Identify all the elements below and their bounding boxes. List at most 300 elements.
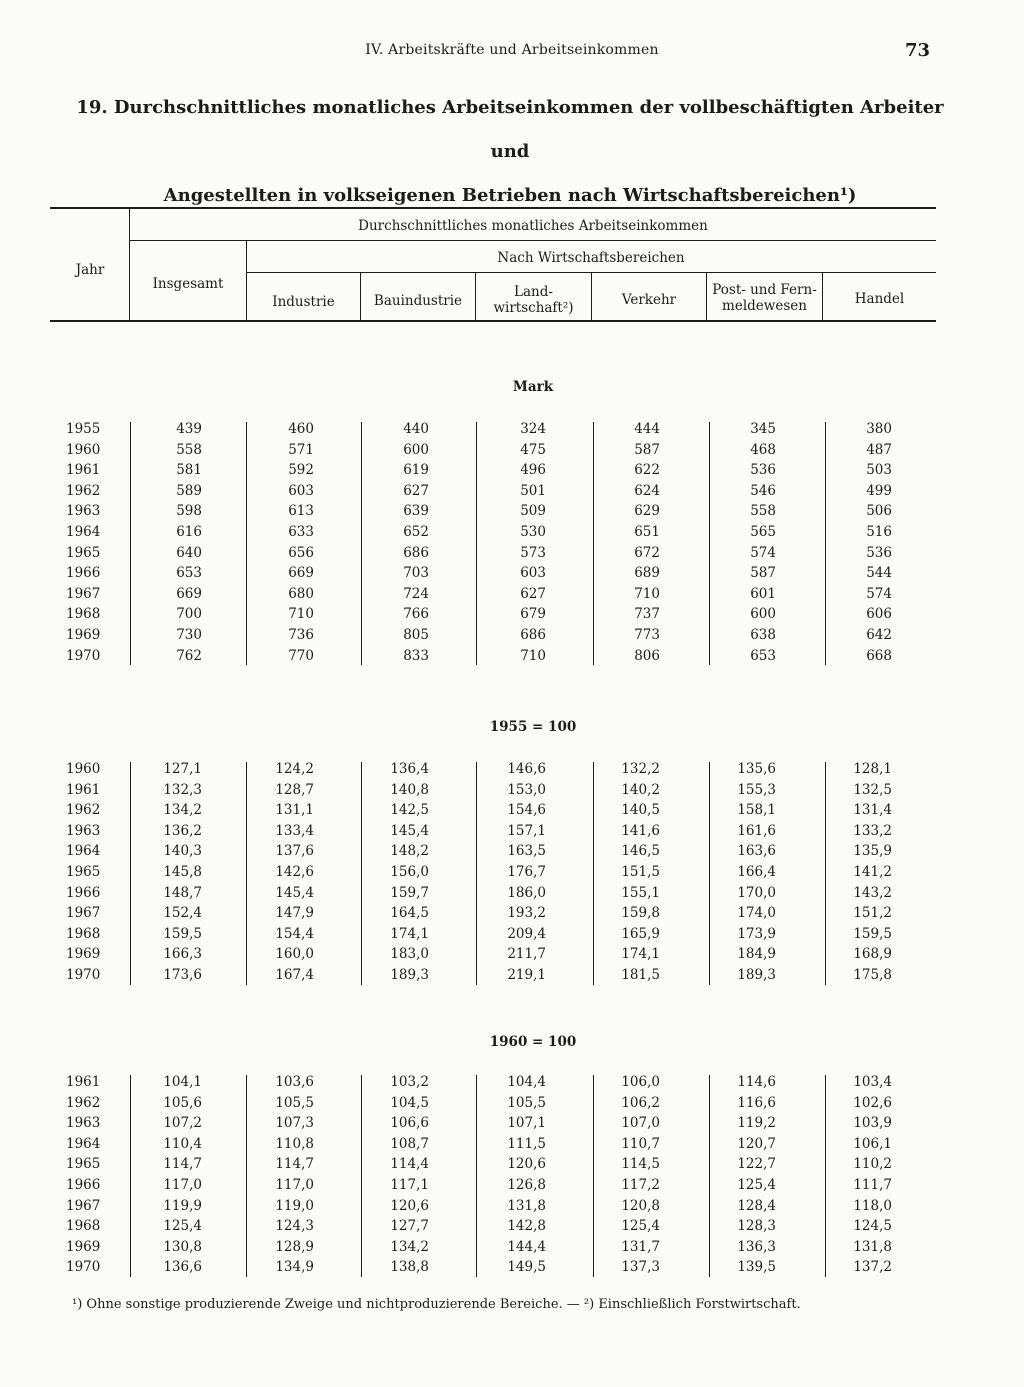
industrie-cell: 134,9 [275,1259,314,1276]
post-fernmeldewesen-cell: 128,3 [737,1218,776,1235]
bauindustrie-cell: 766 [403,606,429,623]
insgesamt-cell: 125,4 [163,1218,202,1235]
post-fernmeldewesen-cell: 600 [750,606,776,623]
post-fernmeldewesen-cell: 114,6 [737,1074,776,1090]
bauindustrie-cell: 148,2 [390,843,429,860]
industrie-cell: 460 [288,421,314,437]
landwirtschaft-cell: 686 [520,626,546,643]
verkehr-cell: 151,5 [621,863,660,880]
insgesamt-cell: 762 [176,647,202,664]
industrie-cell: 603 [288,482,314,499]
insgesamt-cell: 439 [176,421,202,437]
column-divider [130,1075,131,1277]
table-row [50,1134,938,1155]
verkehr-cell: 773 [634,626,660,643]
industrie-cell: 710 [288,606,314,623]
bauindustrie-cell: 686 [403,544,429,561]
table-row [50,944,938,965]
post-fernmeldewesen-cell: 122,7 [737,1156,776,1173]
bauindustrie-cell: 120,6 [390,1197,429,1214]
insgesamt-cell: 558 [176,441,202,458]
column-divider [709,762,710,985]
industrie-cell: 110,8 [275,1135,314,1152]
year-cell: 1968 [66,1218,101,1235]
post-fernmeldewesen-cell: 119,2 [737,1115,776,1132]
insgesamt-cell: 107,2 [163,1115,202,1132]
handel-cell: 131,4 [853,802,892,819]
insgesamt-cell: 152,4 [163,905,202,922]
bauindustrie-cell: 117,1 [390,1176,429,1193]
bauindustrie-cell: 108,7 [390,1135,429,1152]
table-row [50,821,938,842]
column-divider [825,762,826,985]
verkehr-cell: 629 [634,503,660,520]
landwirtschaft-cell: 186,0 [507,884,546,901]
column-divider [825,422,826,665]
landwirtschaft-cell: 496 [520,462,546,479]
handel-cell: 574 [866,585,892,602]
post-fernmeldewesen-cell: 189,3 [737,966,776,983]
verkehr-cell: 672 [634,544,660,561]
insgesamt-cell: 130,8 [163,1238,202,1255]
table-row [50,1257,938,1278]
insgesamt-cell: 119,9 [163,1197,202,1214]
landwirtschaft-cell: 154,6 [507,802,546,819]
column-divider [593,762,594,985]
insgesamt-cell: 114,7 [163,1156,202,1173]
insgesamt-cell: 140,3 [163,843,202,860]
bauindustrie-cell: 142,5 [390,802,429,819]
post-fernmeldewesen-cell: 155,3 [737,781,776,798]
landwirtschaft-cell: 475 [520,441,546,458]
bauindustrie-cell: 174,1 [390,925,429,942]
landwirtschaft-cell: 679 [520,606,546,623]
industrie-cell: 124,3 [275,1218,314,1235]
industrie-cell: 114,7 [275,1156,314,1173]
post-fernmeldewesen-cell: 170,0 [737,884,776,901]
insgesamt-cell: 136,2 [163,822,202,839]
post-fernmeldewesen-cell: 128,4 [737,1197,776,1214]
year-cell: 1969 [66,946,101,963]
header-landwirtschaft-line-2: wirtschaft²) [493,300,574,316]
table-row [50,625,938,646]
year-cell: 1963 [66,503,101,520]
year-cell: 1965 [66,863,101,880]
post-fernmeldewesen-cell: 184,9 [737,946,776,963]
verkehr-cell: 710 [634,585,660,602]
column-divider [476,422,477,665]
table-row [50,1072,938,1093]
landwirtschaft-cell: 149,5 [507,1259,546,1276]
verkehr-cell: 622 [634,462,660,479]
bauindustrie-cell: 159,7 [390,884,429,901]
column-divider [709,422,710,665]
post-fernmeldewesen-cell: 139,5 [737,1259,776,1276]
table-row [50,841,938,862]
year-cell: 1970 [66,966,101,983]
insgesamt-cell: 581 [176,462,202,479]
table-row [50,481,938,502]
landwirtschaft-cell: 144,4 [507,1238,546,1255]
handel-cell: 668 [866,647,892,664]
post-fernmeldewesen-cell: 345 [750,421,776,437]
handel-cell: 103,9 [853,1115,892,1132]
insgesamt-cell: 127,1 [163,761,202,777]
year-cell: 1962 [66,802,101,819]
bauindustrie-cell: 145,4 [390,822,429,839]
post-fernmeldewesen-cell: 574 [750,544,776,561]
post-fernmeldewesen-cell: 158,1 [737,802,776,819]
bauindustrie-cell: 639 [403,503,429,520]
column-divider [246,422,247,665]
column-divider [476,762,477,985]
handel-cell: 135,9 [853,843,892,860]
verkehr-cell: 165,9 [621,925,660,942]
landwirtschaft-cell: 573 [520,544,546,561]
bauindustrie-cell: 189,3 [390,966,429,983]
year-cell: 1961 [66,781,101,798]
column-divider [476,1075,477,1277]
header-post [707,282,822,314]
verkehr-cell: 159,8 [621,905,660,922]
bauindustrie-cell: 440 [403,421,429,437]
handel-cell: 151,2 [853,905,892,922]
industrie-cell: 613 [288,503,314,520]
handel-cell: 168,9 [853,946,892,963]
table-row [50,522,938,543]
landwirtschaft-cell: 324 [520,421,546,437]
landwirtschaft-cell: 153,0 [507,781,546,798]
post-fernmeldewesen-cell: 565 [750,523,776,540]
post-fernmeldewesen-cell: 125,4 [737,1176,776,1193]
header-bauindustrie: Bauindustrie [373,293,463,309]
industrie-cell: 680 [288,585,314,602]
bauindustrie-cell: 619 [403,462,429,479]
insgesamt-cell: 616 [176,523,202,540]
year-cell: 1964 [66,1135,101,1152]
handel-cell: 106,1 [853,1135,892,1152]
landwirtschaft-cell: 163,5 [507,843,546,860]
title-line-2: Angestellten in volkseigenen Betrieben nach Wirtschaftsbereichen¹) [163,185,857,206]
verkehr-cell: 110,7 [621,1135,660,1152]
landwirtschaft-cell: 142,8 [507,1218,546,1235]
industrie-cell: 107,3 [275,1115,314,1132]
post-fernmeldewesen-cell: 173,9 [737,925,776,942]
table-row [50,883,938,904]
table-row [50,543,938,564]
table-row [50,501,938,522]
insgesamt-cell: 110,4 [163,1135,202,1152]
year-cell: 1965 [66,1156,101,1173]
table-row [50,563,938,584]
bauindustrie-cell: 833 [403,647,429,664]
insgesamt-cell: 653 [176,565,202,582]
verkehr-cell: 125,4 [621,1218,660,1235]
handel-cell: 544 [866,565,892,582]
bauindustrie-cell: 600 [403,441,429,458]
column-divider [246,762,247,985]
industrie-cell: 592 [288,462,314,479]
footnote: ¹) Ohne sonstige produzierende Zweige und nichtproduzierende Bereiche. — ²) Einschließlich Forstwirtschaft. [72,1297,801,1312]
industrie-cell: 137,6 [275,843,314,860]
verkehr-cell: 137,3 [621,1259,660,1276]
industrie-cell: 147,9 [275,905,314,922]
table-row [50,965,938,986]
verkehr-cell: 131,7 [621,1238,660,1255]
post-fernmeldewesen-cell: 163,6 [737,843,776,860]
year-cell: 1966 [66,1176,101,1193]
bauindustrie-cell: 136,4 [390,761,429,777]
verkehr-cell: 132,2 [621,761,660,777]
table-row [50,584,938,605]
verkehr-cell: 444 [634,421,660,437]
landwirtschaft-cell: 157,1 [507,822,546,839]
bauindustrie-cell: 703 [403,565,429,582]
header-group: Durchschnittliches monatliches Arbeitseinkommen [358,218,708,234]
section-rows-mark [50,419,938,666]
handel-cell: 175,8 [853,966,892,983]
section-label-1955-index: 1955 = 100 [489,719,577,735]
bauindustrie-cell: 127,7 [390,1218,429,1235]
handel-cell: 132,5 [853,781,892,798]
verkehr-cell: 114,5 [621,1156,660,1173]
landwirtschaft-cell: 104,4 [507,1074,546,1090]
table-row [50,800,938,821]
handel-cell: 642 [866,626,892,643]
handel-cell: 516 [866,523,892,540]
running-head: IV. Arbeitskräfte und Arbeitseinkommen [365,42,659,58]
insgesamt-cell: 166,3 [163,946,202,963]
bauindustrie-cell: 114,4 [390,1156,429,1173]
industrie-cell: 145,4 [275,884,314,901]
column-divider [361,762,362,985]
handel-cell: 128,1 [853,761,892,777]
column-divider [361,422,362,665]
landwirtschaft-cell: 501 [520,482,546,499]
verkehr-cell: 174,1 [621,946,660,963]
handel-cell: 110,2 [853,1156,892,1173]
post-fernmeldewesen-cell: 601 [750,585,776,602]
industrie-cell: 633 [288,523,314,540]
year-cell: 1963 [66,822,101,839]
year-cell: 1968 [66,925,101,942]
table-top-rule [50,207,936,209]
handel-cell: 103,4 [853,1074,892,1090]
handel-cell: 159,5 [853,925,892,942]
verkehr-cell: 120,8 [621,1197,660,1214]
header-verkehr: Verkehr [621,292,677,308]
insgesamt-cell: 730 [176,626,202,643]
year-cell: 1960 [66,761,101,777]
post-fernmeldewesen-cell: 174,0 [737,905,776,922]
header-insgesamt: Insgesamt [152,276,224,292]
column-divider [246,1075,247,1277]
verkehr-cell: 587 [634,441,660,458]
column-divider [130,422,131,665]
post-fernmeldewesen-cell: 638 [750,626,776,643]
section-rows-1960-index [50,1072,938,1278]
landwirtschaft-cell: 176,7 [507,863,546,880]
handel-cell: 124,5 [853,1218,892,1235]
table-row [50,440,938,461]
post-fernmeldewesen-cell: 136,3 [737,1238,776,1255]
insgesamt-cell: 136,6 [163,1259,202,1276]
table-row [50,646,938,667]
industrie-cell: 571 [288,441,314,458]
year-cell: 1966 [66,565,101,582]
landwirtschaft-cell: 530 [520,523,546,540]
table-row [50,1175,938,1196]
year-cell: 1955 [66,421,101,437]
table-row [50,1237,938,1258]
post-fernmeldewesen-cell: 468 [750,441,776,458]
industrie-cell: 669 [288,565,314,582]
table-row [50,780,938,801]
table-row [50,1216,938,1237]
bauindustrie-cell: 134,2 [390,1238,429,1255]
year-cell: 1962 [66,1094,101,1111]
industrie-cell: 160,0 [275,946,314,963]
industrie-cell: 142,6 [275,863,314,880]
table-row [50,1093,938,1114]
bauindustrie-cell: 805 [403,626,429,643]
post-fernmeldewesen-cell: 653 [750,647,776,664]
industrie-cell: 133,4 [275,822,314,839]
table-row [50,924,938,945]
insgesamt-cell: 589 [176,482,202,499]
industrie-cell: 770 [288,647,314,664]
table-title [60,86,960,218]
year-cell: 1970 [66,647,101,664]
group-underline [130,240,936,241]
industrie-cell: 128,9 [275,1238,314,1255]
insgesamt-cell: 104,1 [163,1074,202,1090]
bauindustrie-cell: 183,0 [390,946,429,963]
bauindustrie-cell: 164,5 [390,905,429,922]
insgesamt-cell: 173,6 [163,966,202,983]
year-cell: 1966 [66,884,101,901]
column-divider [130,762,131,985]
landwirtschaft-cell: 627 [520,585,546,602]
verkehr-cell: 651 [634,523,660,540]
industrie-cell: 105,5 [275,1094,314,1111]
handel-cell: 487 [866,441,892,458]
verkehr-cell: 141,6 [621,822,660,839]
verkehr-cell: 140,5 [621,802,660,819]
post-fernmeldewesen-cell: 161,6 [737,822,776,839]
insgesamt-cell: 700 [176,606,202,623]
insgesamt-cell: 134,2 [163,802,202,819]
header-post-line-1: Post- und Fern- [712,282,817,298]
landwirtschaft-cell: 509 [520,503,546,520]
header-post-line-2: meldewesen [722,298,807,314]
post-fernmeldewesen-cell: 587 [750,565,776,582]
industrie-cell: 117,0 [275,1176,314,1193]
industrie-cell: 131,1 [275,802,314,819]
handel-cell: 111,7 [853,1176,892,1193]
header-subgroup: Nach Wirtschaftsbereichen [497,250,685,266]
handel-cell: 133,2 [853,822,892,839]
verkehr-cell: 146,5 [621,843,660,860]
landwirtschaft-cell: 710 [520,647,546,664]
handel-cell: 131,8 [853,1238,892,1255]
handel-cell: 499 [866,482,892,499]
header-landwirtschaft-line-1: Land- [514,284,553,300]
column-divider [593,422,594,665]
handel-cell: 137,2 [853,1259,892,1276]
header-bottom-rule [50,320,936,322]
landwirtschaft-cell: 219,1 [507,966,546,983]
bauindustrie-cell: 156,0 [390,863,429,880]
table-row [50,460,938,481]
verkehr-cell: 106,0 [621,1074,660,1090]
page-number: 73 [905,40,931,61]
table-row [50,759,938,780]
year-cell: 1970 [66,1259,101,1276]
landwirtschaft-cell: 603 [520,565,546,582]
year-cell: 1967 [66,905,101,922]
insgesamt-cell: 148,7 [163,884,202,901]
landwirtschaft-cell: 107,1 [507,1115,546,1132]
title-line-1: 19. Durchschnittliches monatliches Arbeitseinkommen der vollbeschäftigten Arbeiter und [76,97,944,162]
year-cell: 1962 [66,482,101,499]
insgesamt-cell: 640 [176,544,202,561]
bauindustrie-cell: 652 [403,523,429,540]
verkehr-cell: 107,0 [621,1115,660,1132]
year-cell: 1961 [66,462,101,479]
bauindustrie-cell: 627 [403,482,429,499]
column-divider [361,1075,362,1277]
year-cell: 1965 [66,544,101,561]
insgesamt-cell: 145,8 [163,863,202,880]
table-row [50,1196,938,1217]
landwirtschaft-cell: 146,6 [507,761,546,777]
industrie-cell: 154,4 [275,925,314,942]
insgesamt-cell: 598 [176,503,202,520]
section-label-1960-index: 1960 = 100 [489,1034,577,1050]
verkehr-cell: 117,2 [621,1176,660,1193]
column-divider [593,1075,594,1277]
handel-cell: 118,0 [853,1197,892,1214]
bauindustrie-cell: 140,8 [390,781,429,798]
bauindustrie-cell: 724 [403,585,429,602]
header-handel: Handel [854,291,905,307]
year-cell: 1964 [66,523,101,540]
year-cell: 1969 [66,626,101,643]
table-row [50,903,938,924]
section-label-mark: Mark [512,379,554,395]
verkehr-cell: 140,2 [621,781,660,798]
year-cell: 1967 [66,1197,101,1214]
year-cell: 1964 [66,843,101,860]
column-divider [825,1075,826,1277]
insgesamt-cell: 105,6 [163,1094,202,1111]
handel-cell: 536 [866,544,892,561]
industrie-cell: 119,0 [275,1197,314,1214]
handel-cell: 102,6 [853,1094,892,1111]
insgesamt-cell: 159,5 [163,925,202,942]
year-cell: 1969 [66,1238,101,1255]
post-fernmeldewesen-cell: 536 [750,462,776,479]
handel-cell: 141,2 [853,863,892,880]
header-jahr: Jahr [75,262,105,278]
industrie-cell: 167,4 [275,966,314,983]
landwirtschaft-cell: 120,6 [507,1156,546,1173]
bauindustrie-cell: 138,8 [390,1259,429,1276]
year-cell: 1961 [66,1074,101,1090]
handel-cell: 606 [866,606,892,623]
verkehr-cell: 624 [634,482,660,499]
